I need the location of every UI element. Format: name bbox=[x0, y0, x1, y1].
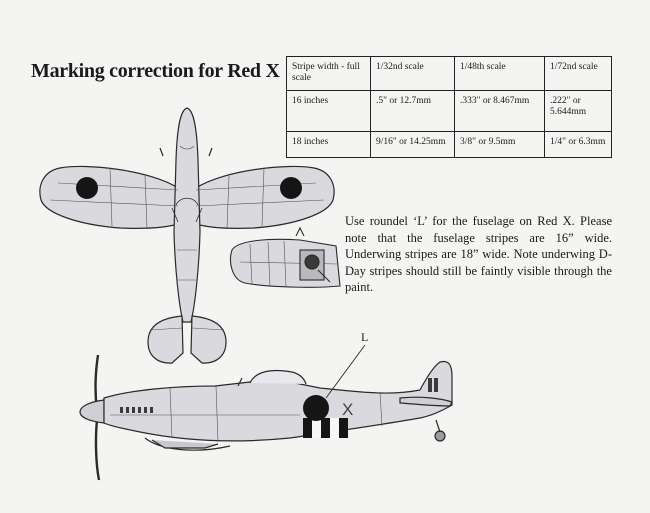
instruction-note: Use roundel ‘L’ for the fuselage on Red X. Please note that the fuselage stripes are 16” wide. Underwing stripes are 18” wide. Note underwing D-Day stripes should still be faintly visible through the paint. bbox=[345, 214, 612, 295]
table-cell: .5" or 12.7mm bbox=[371, 91, 455, 132]
page-title: Marking correction for Red X bbox=[31, 60, 280, 82]
table-cell: 9/16" or 14.25mm bbox=[371, 132, 455, 158]
table-cell: 1/4" or 6.3mm bbox=[545, 132, 612, 158]
table-header-cell: 1/48th scale bbox=[455, 57, 545, 91]
fuselage-roundel bbox=[303, 395, 329, 421]
spitfire-planform-view bbox=[40, 108, 334, 363]
undercarriage-bay-detail bbox=[231, 228, 340, 287]
table-header-cell: Stripe width - full scale bbox=[287, 57, 371, 91]
wing-roundel-right bbox=[280, 177, 302, 199]
roundel-callout-label: L bbox=[361, 330, 369, 344]
table-header-cell: 1/72nd scale bbox=[545, 57, 612, 91]
table-cell: 3/8" or 9.5mm bbox=[455, 132, 545, 158]
spitfire-side-profile bbox=[80, 345, 452, 480]
table-cell: .222" or 5.644mm bbox=[545, 91, 612, 132]
fuselage-code-letter: X bbox=[342, 400, 354, 419]
wing-roundel-left bbox=[76, 177, 98, 199]
table-cell: 16 inches bbox=[287, 91, 371, 132]
table-cell: .333" or 8.467mm bbox=[455, 91, 545, 132]
table-header-cell: 1/32nd scale bbox=[371, 57, 455, 91]
table-cell: 18 inches bbox=[287, 132, 371, 158]
